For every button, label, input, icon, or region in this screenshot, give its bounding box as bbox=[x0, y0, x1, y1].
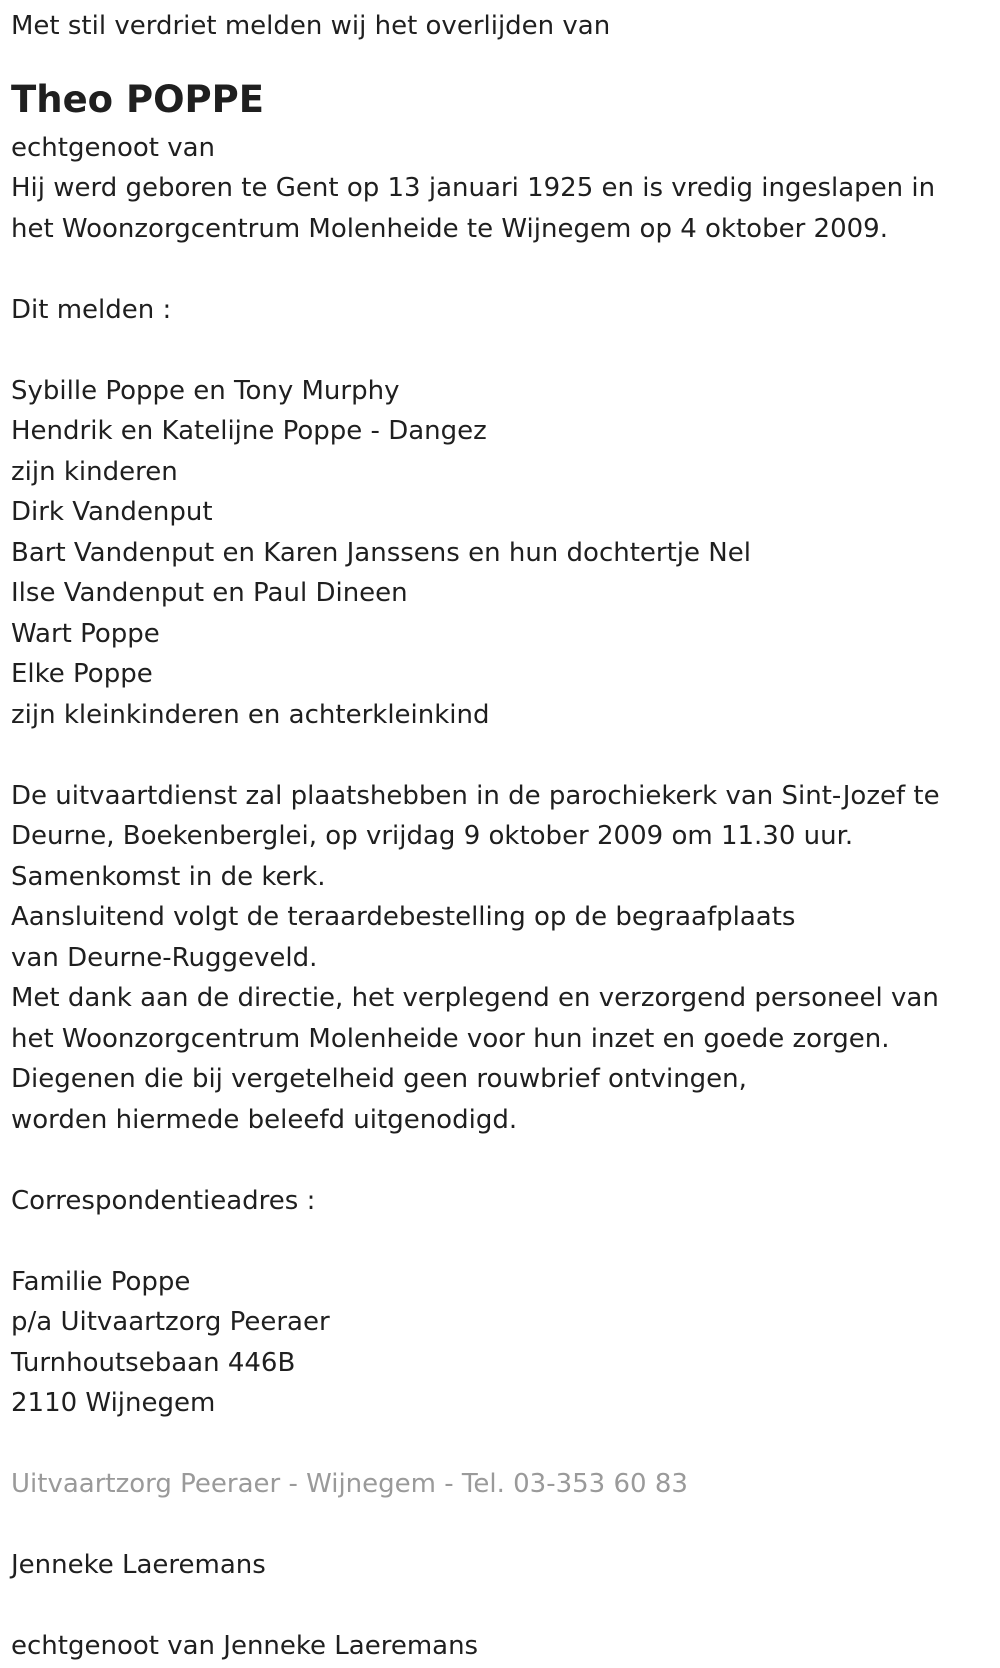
relation-text: echtgenoot van bbox=[11, 132, 216, 163]
spacer bbox=[11, 1505, 986, 1546]
announce-label: Dit melden : bbox=[11, 294, 172, 325]
family-member: Dirk Vandenput bbox=[11, 497, 213, 527]
spouse-relation: echtgenoot van Jenneke Laeremans bbox=[11, 1631, 479, 1661]
birth-line: Hij werd geboren te Gent op 13 januari 1925 en is vredig ingeslapen in bbox=[11, 173, 936, 203]
family-member: Bart Vandenput en Karen Janssens en hun dochtertje Nel bbox=[11, 537, 751, 568]
obituary-notice bbox=[11, 0, 986, 1667]
correspondence-label: Correspondentieadres : bbox=[11, 1185, 316, 1216]
service-details bbox=[11, 776, 986, 1141]
service-line: het Woonzorgcentrum Molenheide voor hun inzet en goede zorgen. bbox=[11, 1023, 890, 1054]
address-line: Familie Poppe bbox=[11, 1266, 191, 1297]
service-line: Deurne, Boekenberglei, op vrijdag 9 oktober 2009 om 11.30 uur. bbox=[11, 821, 854, 851]
spacer bbox=[11, 735, 986, 776]
spacer bbox=[11, 330, 986, 371]
correspondence-address bbox=[11, 1262, 986, 1424]
family-member: Elke Poppe bbox=[11, 659, 153, 689]
service-line: Samenkomst in de kerk. bbox=[11, 861, 326, 892]
service-line: De uitvaartdienst zal plaatshebben in de parochiekerk van Sint-Jozef te bbox=[11, 780, 940, 811]
address-line: p/a Uitvaartzorg Peeraer bbox=[11, 1307, 330, 1337]
deceased-name: Theo POPPE bbox=[11, 77, 265, 121]
family-list bbox=[11, 371, 986, 736]
birth-line: het Woonzorgcentrum Molenheide te Wijnegem op 4 oktober 2009. bbox=[11, 213, 888, 244]
family-group-label: zijn kinderen bbox=[11, 456, 178, 487]
spacer bbox=[11, 1586, 986, 1627]
family-member: Sybille Poppe en Tony Murphy bbox=[11, 375, 400, 406]
address-line: 2110 Wijnegem bbox=[11, 1388, 216, 1418]
family-member: Wart Poppe bbox=[11, 618, 160, 649]
service-line: Met dank aan de directie, het verplegend en verzorgend personeel van bbox=[11, 983, 939, 1013]
spacer bbox=[11, 1140, 986, 1181]
service-line: Diegenen die bij vergetelheid geen rouwbrief ontvingen, bbox=[11, 1064, 747, 1094]
spacer bbox=[11, 249, 986, 290]
intro-text: Met stil verdriet melden wij het overlijden van bbox=[11, 11, 611, 41]
service-line: van Deurne-Ruggeveld. bbox=[11, 942, 318, 973]
service-line: worden hiermede beleefd uitgenodigd. bbox=[11, 1104, 518, 1135]
service-line: Aansluitend volgt de teraardebestelling op de begraafplaats bbox=[11, 902, 796, 932]
family-group-label: zijn kleinkinderen en achterkleinkind bbox=[11, 699, 490, 730]
address-line: Turnhoutsebaan 446B bbox=[11, 1347, 296, 1378]
family-member: Hendrik en Katelijne Poppe - Dangez bbox=[11, 416, 487, 446]
funeral-home-credit: Uitvaartzorg Peeraer - Wijnegem - Tel. 03-353 60 83 bbox=[11, 1469, 688, 1499]
spacer bbox=[11, 1424, 986, 1465]
spouse-name: Jenneke Laeremans bbox=[11, 1550, 266, 1580]
spacer bbox=[11, 1221, 986, 1262]
family-member: Ilse Vandenput en Paul Dineen bbox=[11, 578, 408, 608]
